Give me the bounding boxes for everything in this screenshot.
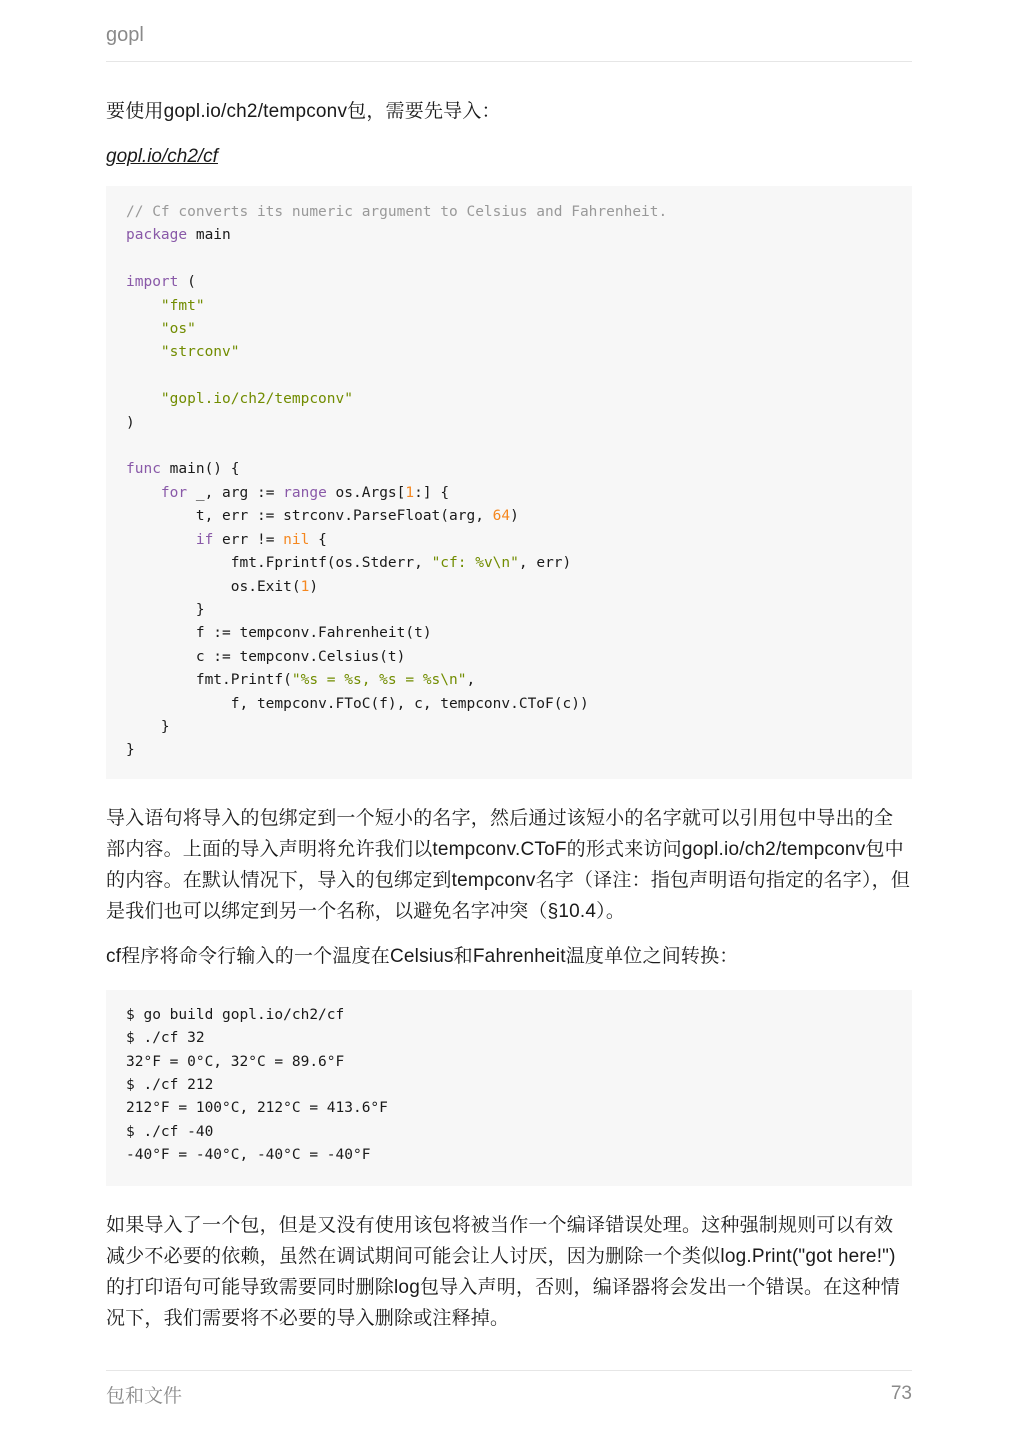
shell-line: $ ./cf 212 xyxy=(126,1076,214,1093)
string-literal: "%s = %s, %s = %s\n" xyxy=(291,672,467,689)
code-text: :] { xyxy=(414,484,450,501)
code-text: ) xyxy=(510,508,519,525)
paragraph-unused-import: 如果导入了一个包，但是又没有使用该包将被当作一个编译错误处理。这种强制规则可以有效减少不必要的依赖，虽然在调试期间可能会让人讨厌，因为删除一个类似log.Print("got here!")的打印语句可能导致需要同时删除log包导入声明，否则，编译器将会发出一个错误。在这种情况下，我们需要将不必要的导入删除或注释掉。 xyxy=(106,1214,900,1329)
page-header xyxy=(106,24,912,62)
code-text: , xyxy=(466,672,476,689)
page-number: 73 xyxy=(890,1383,912,1404)
code-text: } xyxy=(126,742,135,759)
keyword-nil: nil xyxy=(283,531,310,548)
code-text: main xyxy=(187,227,231,244)
shell-line: $ ./cf -40 xyxy=(126,1123,214,1140)
keyword-package: package xyxy=(126,227,188,244)
chapter-title: 包和文件 xyxy=(106,1386,183,1407)
shell-line: $ go build gopl.io/ch2/cf xyxy=(126,1006,345,1023)
keyword-range: range xyxy=(283,484,327,501)
code-text: fmt.Printf( xyxy=(195,672,292,689)
string-literal: "gopl.io/ch2/tempconv" xyxy=(160,391,353,408)
code-text: f := tempconv.Fahrenheit(t) xyxy=(195,625,432,642)
code-text: main() { xyxy=(160,461,240,478)
code-text: os.Exit( xyxy=(230,578,301,595)
code-text: err != xyxy=(213,531,284,548)
shell-line: -40°F = -40°C, -40°C = -40°F xyxy=(126,1147,371,1164)
code-text: { xyxy=(309,531,327,548)
code-text: os.Args[ xyxy=(326,484,406,501)
code-text: } xyxy=(195,601,205,618)
code-text: ( xyxy=(178,274,196,291)
paragraph-import-binding: 导入语句将导入的包绑定到一个短小的名字，然后通过该短小的名字就可以引用包中导出的全部内容。上面的导入声明将允许我们以tempconv.CToF的形式来访问gopl.io/ch2/tempconv包中的内容。在默认情况下，导入的包绑定到tempconv名字（译注：指包声明语句指定的名字），但是我们也可以绑定到另一个名称，以避免名字冲突（§10.4）。 xyxy=(106,807,911,922)
number-literal: 1 xyxy=(405,484,415,501)
code-comment: // Cf converts its numeric argument to Celsius and Fahrenheit. xyxy=(126,204,668,220)
page-footer xyxy=(106,1370,912,1411)
intro-paragraph: 要使用gopl.io/ch2/tempconv包，需要先导入： xyxy=(106,101,501,122)
code-text: _, arg := xyxy=(187,484,284,501)
file-path-link[interactable]: gopl.io/ch2/cf xyxy=(106,146,218,167)
keyword-func: func xyxy=(126,461,161,478)
keyword-import: import xyxy=(126,274,179,291)
string-literal: "os" xyxy=(160,321,196,338)
code-text: f, tempconv.FToC(f), c, tempconv.CToF(c)) xyxy=(230,695,589,712)
string-literal: "cf: %v\n" xyxy=(431,555,519,572)
book-title: gopl xyxy=(106,24,144,46)
code-text: c := tempconv.Celsius(t) xyxy=(195,648,406,665)
code-text: } xyxy=(160,718,170,735)
code-text: t, err := strconv.ParseFloat(arg, xyxy=(195,508,493,525)
keyword-for: for xyxy=(160,484,188,501)
shell-line: 212°F = 100°C, 212°C = 413.6°F xyxy=(126,1100,388,1117)
paragraph-cf-description: cf程序将命令行输入的一个温度在Celsius和Fahrenheit温度单位之间转换： xyxy=(106,945,739,967)
keyword-if: if xyxy=(195,531,214,548)
code-text: fmt.Fprintf(os.Stderr, xyxy=(230,555,432,572)
string-literal: "fmt" xyxy=(160,297,205,314)
code-text: ) xyxy=(126,414,135,431)
code-block-shell xyxy=(106,990,912,1186)
shell-line: $ ./cf 32 xyxy=(126,1030,205,1047)
shell-line: 32°F = 0°C, 32°C = 89.6°F xyxy=(126,1053,345,1070)
code-text: ) xyxy=(309,578,319,595)
code-text: , err) xyxy=(518,555,572,572)
page-content xyxy=(106,96,912,1334)
number-literal: 1 xyxy=(300,578,310,595)
string-literal: "strconv" xyxy=(160,344,240,361)
code-block-cf xyxy=(106,186,912,779)
number-literal: 64 xyxy=(492,508,511,525)
